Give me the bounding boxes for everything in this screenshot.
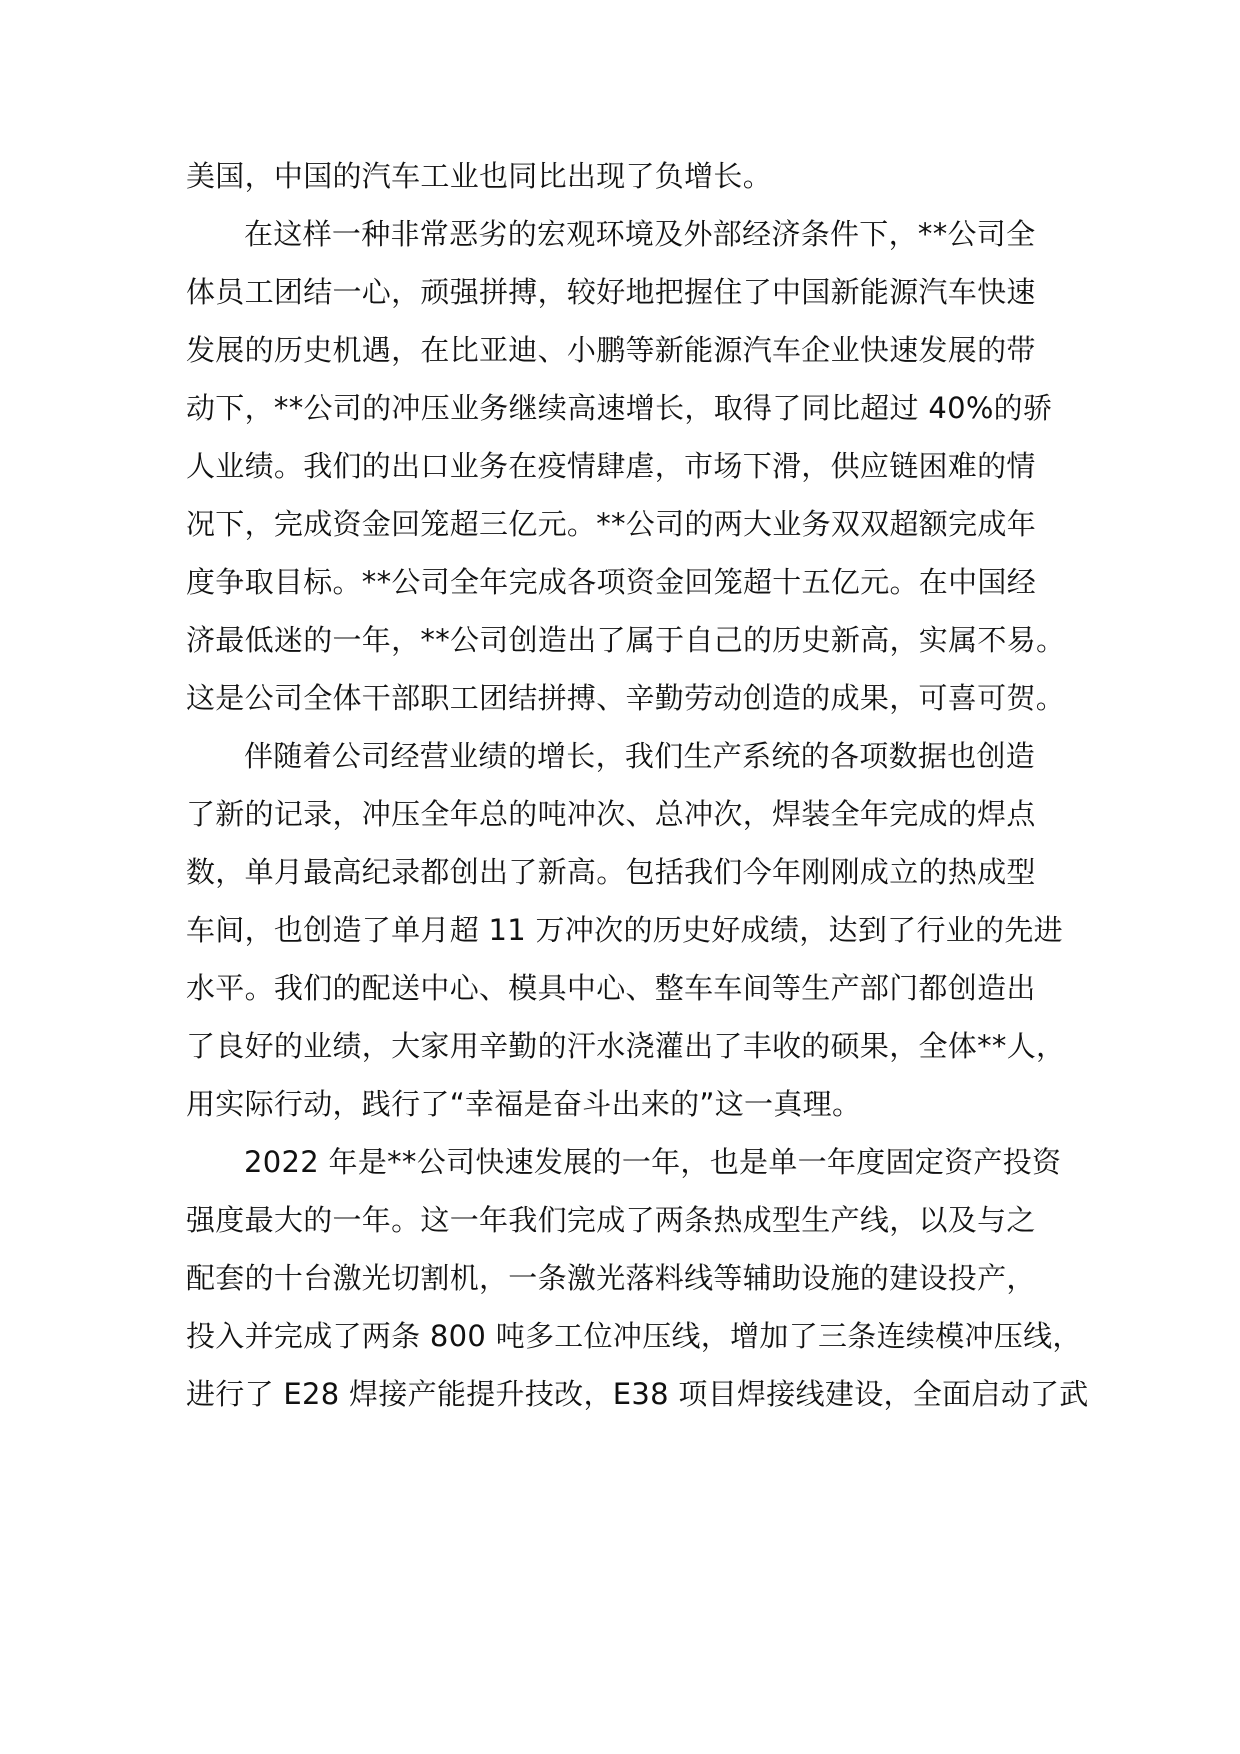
text-line: 这是公司全体干部职工团结拼搏、辛勤劳动创造的成果，可喜可贺。 bbox=[186, 681, 1066, 715]
text-line: 伴随着公司经营业绩的增长，我们生产系统的各项数据也创造 bbox=[244, 739, 1036, 773]
text-line: 进行了 E28 焊接产能提升技改，E38 项目焊接线建设，全面启动了武 bbox=[186, 1377, 1089, 1411]
text-line: 投入并完成了两条 800 吨多工位冲压线，增加了三条连续模冲压线， bbox=[186, 1319, 1082, 1353]
text-line: 济最低迷的一年，**公司创造出了属于自己的历史新高，实属不易。 bbox=[186, 623, 1066, 657]
text-line: 发展的历史机遇，在比亚迪、小鹏等新能源汽车企业快速发展的带 bbox=[186, 333, 1036, 367]
text-line: 动下，**公司的冲压业务继续高速增长，取得了同比超过 40%的骄 bbox=[186, 391, 1053, 425]
text-line: 体员工团结一心，顽强拼搏，较好地把握住了中国新能源汽车快速 bbox=[186, 275, 1036, 309]
text-line: 了良好的业绩，大家用辛勤的汗水浇灌出了丰收的硕果，全体**人， bbox=[186, 1029, 1066, 1063]
text-line: 用实际行动，践行了“幸福是奋斗出来的”这一真理。 bbox=[186, 1087, 862, 1121]
text-line: 配套的十台激光切割机，一条激光落料线等辅助设施的建设投产， bbox=[186, 1261, 1036, 1295]
text-line: 水平。我们的配送中心、模具中心、整车车间等生产部门都创造出 bbox=[186, 971, 1036, 1005]
text-line: 了新的记录，冲压全年总的吨冲次、总冲次，焊装全年完成的焊点 bbox=[186, 797, 1036, 831]
text-line: 2022 年是**公司快速发展的一年，也是单一年度固定资产投资 bbox=[244, 1145, 1062, 1179]
text-line: 况下，完成资金回笼超三亿元。**公司的两大业务双双超额完成年 bbox=[186, 507, 1037, 541]
text-line: 车间，也创造了单月超 11 万冲次的历史好成绩，达到了行业的先进 bbox=[186, 913, 1063, 947]
text-line: 美国，中国的汽车工业也同比出现了负增长。 bbox=[186, 159, 773, 193]
text-line: 人业绩。我们的出口业务在疫情肆虐，市场下滑，供应链困难的情 bbox=[186, 449, 1036, 483]
text-line: 强度最大的一年。这一年我们完成了两条热成型生产线，以及与之 bbox=[186, 1203, 1036, 1237]
text-line: 数，单月最高纪录都创出了新高。包括我们今年刚刚成立的热成型 bbox=[186, 855, 1036, 889]
text-line: 在这样一种非常恶劣的宏观环境及外部经济条件下，**公司全 bbox=[244, 217, 1036, 251]
text-line: 度争取目标。**公司全年完成各项资金回笼超十五亿元。在中国经 bbox=[186, 565, 1037, 599]
